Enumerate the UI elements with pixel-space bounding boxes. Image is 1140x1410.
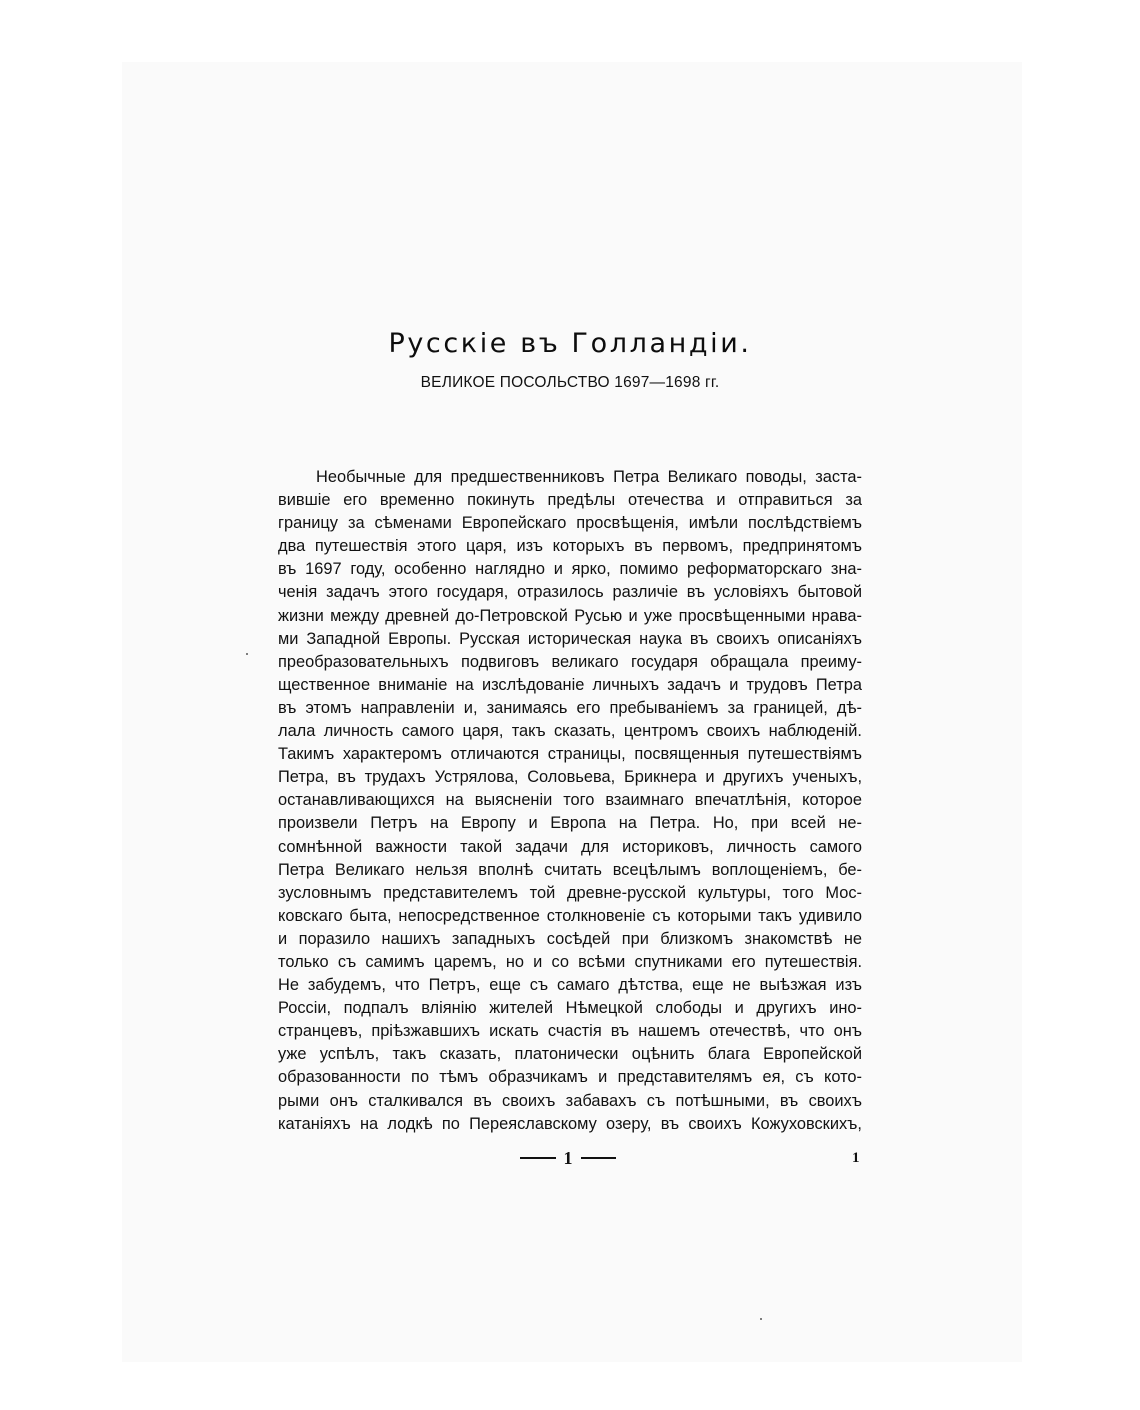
scan-speck <box>246 653 248 655</box>
body-line: катаніяхъ на лодкѣ по Переяславскому озеру, въ своихъ Кожуховскихъ, <box>278 1114 862 1133</box>
body-line: щественное вниманіе на изслѣдованіе личныхъ задачъ и трудовъ Петра <box>278 675 862 694</box>
body-line: жизни между древней до-Петровской Русью и уже просвѣщенными нрава- <box>278 606 862 625</box>
body-line: останавливающихся на выясненіи того взаимнаго впечатлѣнія, которое <box>278 791 862 810</box>
page-number-dash-right <box>581 1157 617 1159</box>
body-line: Петра, въ трудахъ Устрялова, Соловьева, Брикнера и другихъ ученыхъ, <box>278 768 862 787</box>
body-line: Необычные для предшественниковъ Петра Великаго поводы, заста- <box>316 468 862 486</box>
page-number <box>512 1146 624 1170</box>
body-line: Такимъ характеромъ отличаются страницы, посвященныя путешествіямъ <box>278 745 862 764</box>
body-line: рыми онъ сталкивался въ своихъ забавахъ съ потѣшными, въ своихъ <box>278 1091 862 1110</box>
body-line: сомнѣнной важности такой задачи для историковъ, личность самого <box>278 837 862 856</box>
body-line: Не забудемъ, что Петръ, еще съ самаго дѣтства, еще не выѣзжая изъ <box>278 976 862 995</box>
body-line: образованности по тѣмъ образчикамъ и представителямъ ея, съ кото- <box>278 1068 862 1087</box>
body-line: Петра Великаго нельзя вполнѣ считать всецѣлымъ воплощеніемъ, бе- <box>278 860 862 879</box>
body-line: странцевъ, пріѣзжавшихъ искать счастія въ нашемъ отечествѣ, что онъ <box>278 1022 862 1041</box>
body-line: лала личность самого царя, такъ сказать, центромъ своихъ наблюденій. <box>278 722 862 741</box>
body-line: два путешествія этого царя, изъ которыхъ въ первомъ, предпринятомъ <box>278 537 862 556</box>
body-line: вившіе его временно покинуть предѣлы отечества и отправиться за <box>278 491 862 510</box>
body-line: произвели Петръ на Европу и Европа на Петра. Но, при всей не- <box>278 814 862 833</box>
body-line: ченія задачъ этого государя, отразилось различіе въ условіяхъ бытовой <box>278 583 862 602</box>
body-line: только съ самимъ царемъ, но и со всѣми спутниками его путешествія. <box>278 952 862 971</box>
body-line: Россіи, подпалъ вліянію жителей Нѣмецкой слободы и другихъ ино- <box>278 999 862 1018</box>
page-number-value: 1 <box>563 1147 573 1168</box>
body-line: зусловнымъ представителемъ той древне-русской культуры, того Мос- <box>278 883 862 902</box>
page-title: Русскіе въ Голландіи. <box>388 328 752 359</box>
body-line: преобразовательныхъ подвиговъ великаго государя обращала преиму- <box>278 652 862 671</box>
body-line: въ 1697 году, особенно наглядно и ярко, помимо реформаторскаго зна- <box>278 560 862 579</box>
body-line: уже успѣлъ, такъ сказать, платонически оцѣнить блага Европейской <box>278 1045 862 1064</box>
body-line: ковскаго быта, непосредственное столкновеніе съ которыми такъ удивило <box>278 906 862 925</box>
scan-speck <box>760 1318 762 1320</box>
page-number-dash-left <box>520 1157 556 1159</box>
body-paragraph <box>278 466 862 1136</box>
body-line: границу за сѣменами Европейскаго просвѣщенія, имѣли послѣдствіемъ <box>278 514 862 533</box>
body-line: и поразило нашихъ западныхъ сосѣдей при близкомъ знакомствѣ не <box>278 929 862 948</box>
body-line: въ этомъ направленіи и, занимаясь его пребываніемъ за границей, дѣ- <box>278 698 862 717</box>
signature-mark: 1 <box>852 1150 860 1166</box>
body-line: ми Западной Европы. Русская историческая наука въ своихъ описаніяхъ <box>278 629 862 648</box>
page-subtitle: ВЕЛИКОЕ ПОСОЛЬСТВО 1697—1698 гг. <box>420 374 720 391</box>
